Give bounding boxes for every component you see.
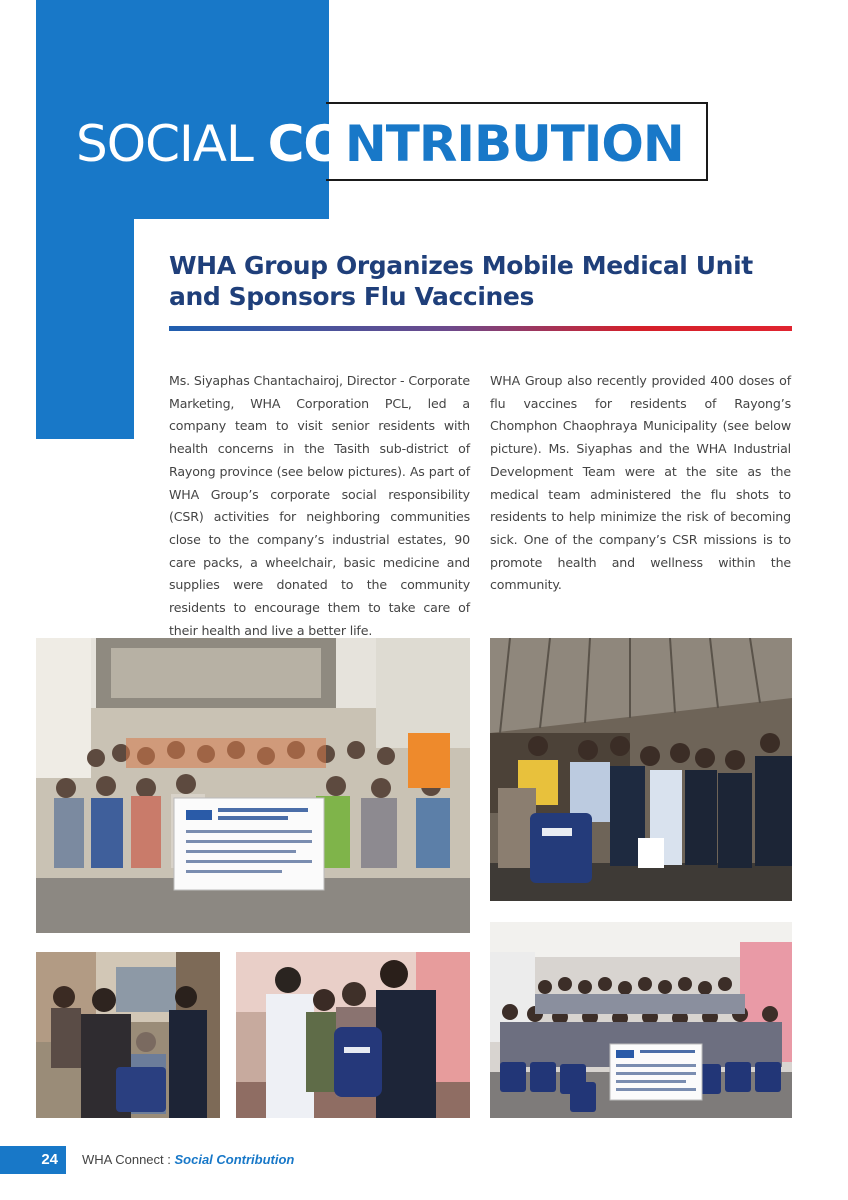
page-title-bold	[268, 115, 684, 173]
headline-rule	[169, 326, 792, 331]
article-column-left: Ms. Siyaphas Chantachairoj, Director - Corporate Marketing, WHA Corporation PCL, led a company team to visit senior residents with health concerns in the Tasith sub-district of Rayong province (see below pictures). As part of WHA Group’s corporate social responsibility (CSR) activities for neighboring communities close to the company’s industrial estates, 90 care packs, a wheelchair, basic medicine and supplies were donated to the community residents to encourage them to take care of their health and live a better life.	[169, 373, 470, 638]
photo-group-roof	[490, 638, 792, 901]
side-blue-strip	[36, 219, 134, 439]
header-blue-block	[36, 0, 329, 219]
photo-group-indoors	[490, 922, 792, 1118]
article-headline	[169, 250, 789, 312]
photo-donation	[236, 952, 470, 1118]
page-title-bold-white: CO	[267, 115, 345, 173]
page-number-badge	[0, 1146, 66, 1174]
footer-publication: WHA Connect :	[82, 1152, 175, 1167]
headline-line-1: WHA Group Organizes Mobile Medical Unit	[169, 251, 753, 280]
page-number: 24	[41, 1151, 58, 1168]
footer-text	[82, 1150, 294, 1170]
article-column-right: WHA Group also recently provided 400 doses of flu vaccines for residents of Rayong’s Chomphon Chaophraya Municipality (see below picture). Ms. Siyaphas and the WHA Industrial Development Team were at the site as the medical team administered the flu shots to residents to help minimize the risk of becoming sick. One of the company’s CSR missions is to promote health and wellness within the community.	[490, 373, 791, 593]
page-title-bold-blue: NTRIBUTION	[344, 115, 684, 173]
photo-greeting	[36, 952, 220, 1118]
page-title	[76, 112, 684, 176]
page-title-thin: SOCIAL	[76, 115, 268, 173]
photo-group-hall	[36, 638, 470, 933]
headline-line-2: and Sponsors Flu Vaccines	[169, 282, 534, 311]
footer-section: Social Contribution	[174, 1152, 295, 1167]
